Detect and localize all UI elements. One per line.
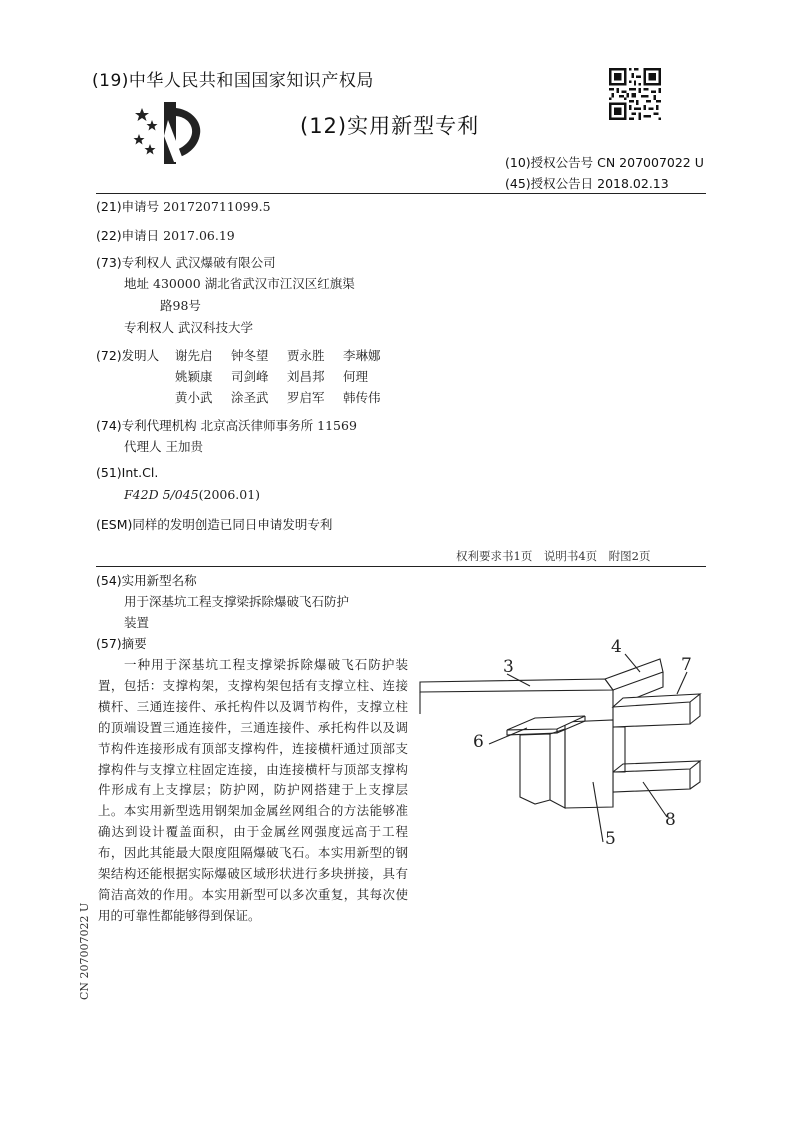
inventors-label: (72)发明人: [96, 348, 160, 363]
drawing-label: 7: [681, 655, 692, 675]
inventor: 刘昌邦: [287, 369, 325, 384]
utility-model-title-line1: 用于深基坑工程支撑梁拆除爆破飞石防护: [124, 594, 350, 609]
pages-info: 权利要求书1页 说明书4页 附图2页: [456, 549, 651, 563]
section-divider: [96, 566, 706, 567]
qr-code: [609, 68, 661, 120]
drawing-label: 5: [605, 829, 616, 849]
header-divider: [96, 193, 706, 194]
utility-model-title-line2: 装置: [124, 615, 150, 630]
inventor: 司剑峰: [231, 369, 269, 384]
publication-date: (45)授权公告日 2018.02.13: [505, 176, 669, 191]
int-cl-code: F42D 5/045(2006.01): [124, 487, 261, 502]
address-line2: 路98号: [160, 298, 201, 313]
abstract-text: 一种用于深基坑工程支撑梁拆除爆破飞石防护装置，包括：支撑构架，支撑构架包括有支撑立柱、连接横杆、三通连接件、承托构件以及调节构件，支撑立柱的顶端设置三通连接件，三通连接件、承托构件以及调节构件连接形成有顶部支撑构件，连接横杆通过顶部支撑构件与支撑立柱固定连接，由连接横杆与顶部支撑构件形成有上支撑层；防护网，防护网搭建于上支撑层上。本实用新型选用钢架加金属丝网组合的方法能够准确达到设计覆盖面积，由于金属丝网强度远高于工程布，因此其能最大限度阻隔爆破飞石。本实用新型的钢架结构还能根据实际爆破区域形状进行多块拼接，具有简洁高效的作用。本实用新型可以多次重复，其每次使用的可靠性都能够得到保证。: [98, 657, 408, 923]
drawing-label: 8: [665, 810, 676, 830]
inventor: 韩传伟: [343, 390, 381, 405]
agency-name: (19)中华人民共和国国家知识产权局: [92, 71, 374, 91]
device-drawing: [415, 632, 715, 862]
inventor: 李琳娜: [343, 348, 381, 363]
int-cl-label: (51)Int.Cl.: [96, 465, 159, 480]
esm-note: (ESM)同样的发明创造已同日申请发明专利: [96, 517, 333, 532]
inventor: 黄小武: [175, 390, 213, 405]
drawing-label: 6: [473, 732, 484, 752]
abstract-label: (57)摘要: [96, 636, 147, 651]
application-number: (21)申请号 201720711099.5: [96, 199, 271, 214]
drawing-label: 3: [503, 657, 514, 677]
sipo-logo: [130, 100, 205, 168]
inventor: 涂圣武: [231, 390, 269, 405]
patent-type-title: (12)实用新型专利: [300, 114, 480, 138]
inventor: 何理: [343, 369, 369, 384]
publication-number: (10)授权公告号 CN 207007022 U: [505, 155, 704, 170]
patent-agent: 代理人 王加贵: [124, 439, 204, 454]
inventor: 钟冬望: [231, 348, 269, 363]
inventor: 罗启军: [287, 390, 325, 405]
address: 地址 430000 湖北省武汉市江汉区红旗渠: [124, 276, 355, 291]
application-date: (22)申请日 2017.06.19: [96, 228, 235, 243]
patentee-2: 专利权人 武汉科技大学: [124, 320, 254, 335]
patent-agency: (74)专利代理机构 北京高沃律师事务所 11569: [96, 418, 357, 433]
patentee: (73)专利权人 武汉爆破有限公司: [96, 255, 276, 270]
inventor: 谢先启: [175, 348, 213, 363]
inventor: 贾永胜: [287, 348, 325, 363]
sidebar-publication-code: CN 207007022 U: [78, 902, 91, 1000]
inventor: 姚颖康: [175, 369, 213, 384]
drawing-label: 4: [611, 637, 622, 657]
utility-model-title-label: (54)实用新型名称: [96, 573, 197, 588]
